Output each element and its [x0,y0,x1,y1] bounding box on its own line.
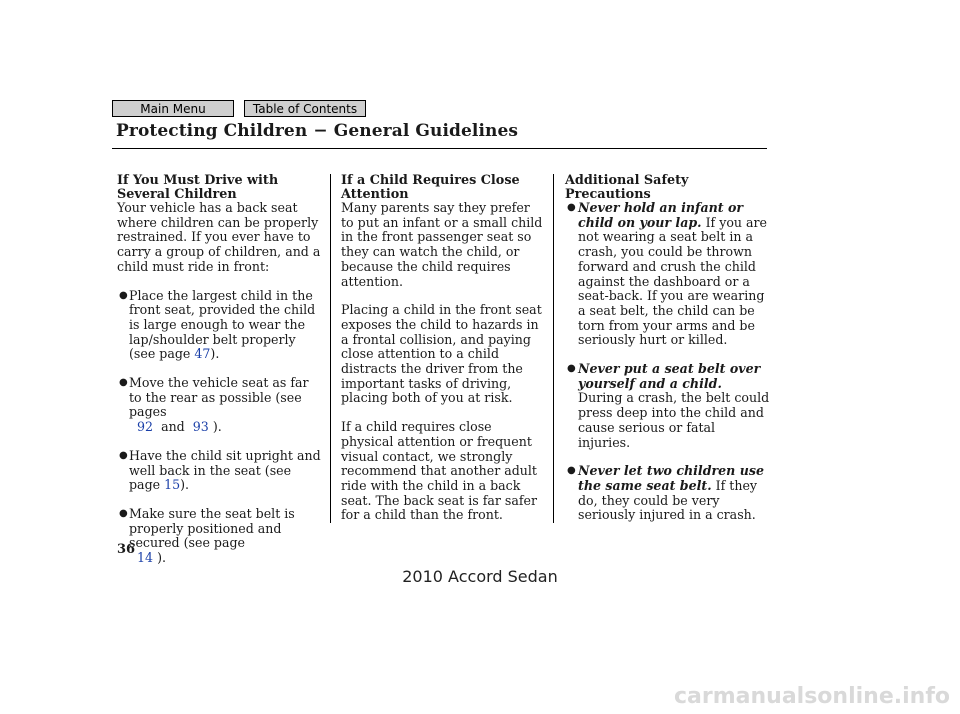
warning-emphasis: Never let two children use the same seat belt. [578,463,764,493]
list-item-close: ). [157,550,166,566]
main-menu-button[interactable]: Main Menu [112,100,234,117]
column-divider [330,174,331,523]
page-link-14[interactable]: 14 [137,550,154,566]
list-item-and: and [161,419,185,435]
page-link-15[interactable]: 15 [164,477,181,493]
list-item-text: Move the vehicle seat as far to the rear as possible (see pages [129,375,309,420]
list-item [565,464,770,523]
page-title [116,121,518,141]
list-item-text: During a crash, the belt could press deep into the child and cause serious or fatal injuries. [578,390,770,450]
section-heading-several-children: If You Must Drive with Several Children [117,173,279,202]
list-item-close: ). [212,419,222,435]
footer-model-name: 2010 Accord Sedan [402,567,558,586]
page-number: 36 [117,542,136,557]
table-of-contents-button[interactable]: Table of Contents [244,100,366,117]
list-item-close: ). [210,346,220,362]
list-item-close: ). [180,477,190,493]
bullet-icon: ● [567,363,576,375]
section-heading-safety-precautions: Additional Safety Precautions [565,173,689,202]
bullet-icon: ● [119,449,128,461]
list-item [117,376,322,435]
page-link-92[interactable]: 92 [137,419,154,435]
section-heading-close-attention: If a Child Requires Close Attention [341,173,520,202]
column-divider [553,174,554,523]
bullet-icon: ● [567,465,576,477]
bullet-icon: ● [119,377,128,389]
list-item [565,362,770,450]
safety-precautions-list [565,201,770,523]
list-item [117,289,322,363]
column-several-children [117,174,322,566]
page-title-separator: − [313,121,328,141]
paragraph: Placing a child in the front seat exposes the child to hazards in a frontal collision, and paying close attention to a child distracts the driver from the important tasks of driving, placing both of you at risk. [341,302,542,406]
column-safety-precautions [565,174,770,523]
column-close-attention [341,174,546,523]
paragraph: Many parents say they prefer to put an infant or a small child in the front passenger seat so they can watch the child, or because the child requires attention. [341,200,543,289]
several-children-list [117,289,322,566]
list-item-text: Have the child sit upright and well back in the seat (see page [129,447,321,493]
bullet-icon: ● [119,507,128,519]
list-item-text: If you are not wearing a seat belt in a crash, you could be thrown forward and crush the child against the dashboard or a seat-back. If you are wearing a seat belt, the child can be torn from your arms and be seriously hurt or killed. [578,214,767,348]
watermark: carmanualsonline.info [674,684,950,709]
list-item [117,507,322,566]
page-title-main: Protecting Children [116,121,308,141]
title-divider [112,148,767,149]
paragraph: If a child requires close physical attention or frequent visual contact, we strongly recommend that another adult ride with the child in a back seat. The back seat is far safer for a child than the front. [341,419,537,523]
list-item-text: Make sure the seat belt is properly positioned and secured (see page [129,505,295,551]
bullet-icon: ● [567,202,576,213]
warning-emphasis: Never put a seat belt over yourself and a child. [578,361,761,391]
page-link-93[interactable]: 93 [192,419,209,435]
list-item [117,449,322,493]
warning-emphasis: Never hold an infant or child on your lap. [578,200,744,230]
list-item-text: If they do, they could be very seriously injured in a crash. [578,477,758,523]
page-link-47[interactable]: 47 [194,346,211,362]
page-title-subtitle: General Guidelines [333,121,519,141]
list-item-text: Place the largest child in the front seat, provided the child is large enough to wear the lap/shoulder belt properly (see page [129,287,316,362]
intro-paragraph: Your vehicle has a back seat where children can be properly restrained. If you ever have to carry a group of children, and a child must ride in front: [117,200,321,274]
bullet-icon: ● [119,289,128,301]
list-item [565,201,770,348]
